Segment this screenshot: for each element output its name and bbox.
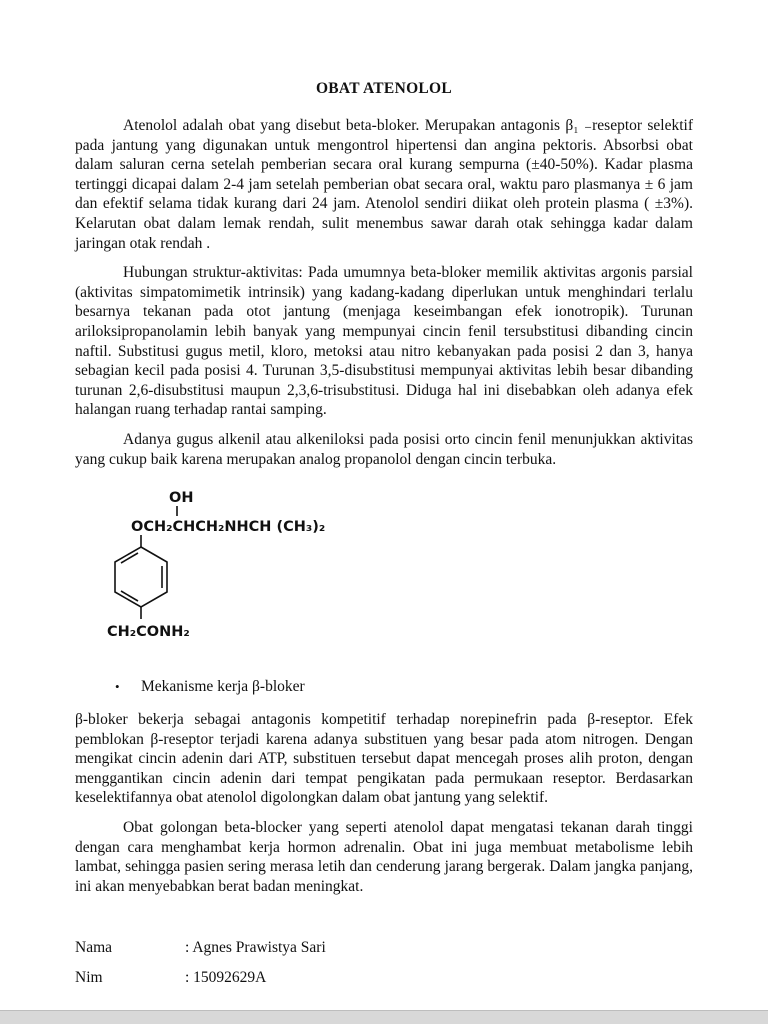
structure-chain-label: OCH₂CHCH₂NHCH (CH₃)₂ bbox=[131, 519, 326, 536]
paragraph-effects: Obat golongan beta-blocker yang seperti atenolol dapat mengatasi tekanan darah tinggi dengan cara menghambat kerja hormon adrenalin. Obat ini juga membuat metabolisme lebih lambat, sehingga pasien sering merasa letih dan cenderung jarang bergerak. Dalam jangka panjang, ini akan menyebabkan berat badan meningkat. bbox=[75, 819, 693, 895]
name-label: Nama bbox=[75, 939, 113, 957]
author-nim-row bbox=[75, 968, 693, 988]
benzene-ring bbox=[115, 547, 167, 607]
author-name-row bbox=[75, 938, 693, 958]
bullet-item-label: Mekanisme kerja β-bloker bbox=[141, 678, 305, 696]
paragraph-alkenil: Adanya gugus alkenil atau alkeniloksi pada posisi orto cincin fenil menunjukkan aktivitas yang cukup baik karena merupakan analog propanolol dengan cincin terbuka. bbox=[75, 430, 693, 468]
name-value: : Agnes Prawistya Sari bbox=[185, 939, 326, 957]
nim-value: : 15092629A bbox=[185, 969, 267, 987]
paragraph-structure-activity: Hubungan struktur-aktivitas: Pada umumnya beta-bloker memilik aktivitas argonis parsial (aktivitas simpatomimetik intrinsik) yang kadang-kadang diperlukan untuk menghindari terlalu besarnya tekanan pada otot jantung (menjaga keseimbangan efek ionotropik). Turunan ariloksipropanolamin lebih banyak yang mempunyai cincin fenil tersubstitusi dibanding cincin naftil. Substitusi gugus metil, kloro, metoksi atau nitro kebanyakan pada posisi 2 dan 3, hanya sebagian kecil pada posisi 4. Turunan 3,5-disubstitusi mempunyai aktivitas lebih besar dibanding turunan 2,6-disubstitusi maupun 2,3,6-trisubstitusi. Diduga hal ini disebabkan oleh adanya efek halangan ruang terhadap rantai samping. bbox=[75, 264, 693, 419]
bullet-list-item bbox=[115, 678, 693, 696]
structure-oh-label: OH bbox=[169, 490, 194, 507]
paragraph-mechanism: β-bloker bekerja sebagai antagonis kompetitif terhadap norepinefrin pada β-reseptor. Efek pemblokan β-reseptor terjadi karena adanya substituen yang besar pada atom nitrogen. Dengan mengikat cincin adenin dari ATP, substituen tersebut dapat mencegah proses alih proton, dengan menggantikan cincin adenin dari tempat pengikatan pada permukaan reseptor. Berdasarkan keselektifannya obat atenolol digolongkan dalam obat jantung yang selektif. bbox=[75, 711, 693, 807]
chemical-structure-figure bbox=[103, 487, 413, 643]
author-block bbox=[75, 938, 693, 987]
structure-amide-label: CH₂CONH₂ bbox=[107, 624, 190, 641]
page-title: OBAT ATENOLOL bbox=[315, 80, 453, 97]
paragraph-intro: Atenolol adalah obat yang disebut beta-bloker. Merupakan antagonis β₁ ₋reseptor selektif pada jantung yang digunakan untuk mengontrol hipertensi dan angina pektoris. Absorbsi obat dalam saluran cerna setelah pemberian secara oral kurang sempurna (±40-50%). Kadar plasma tertinggi dicapai dalam 2-4 jam setelah pemberian obat secara oral, waktu paro plasmanya ± 6 jam dan efektif selama tidak kurang dari 24 jam. Atenolol sendiri diikat oleh protein plasma ( ±3%). Kelarutan obat dalam lemak rendah, sulit menembus sawar darah otak sehingga kadar dalam jaringan otak rendah . bbox=[75, 117, 693, 252]
page-edge bbox=[0, 1010, 768, 1024]
nim-label: Nim bbox=[75, 969, 103, 987]
bullet-icon: • bbox=[115, 679, 120, 695]
